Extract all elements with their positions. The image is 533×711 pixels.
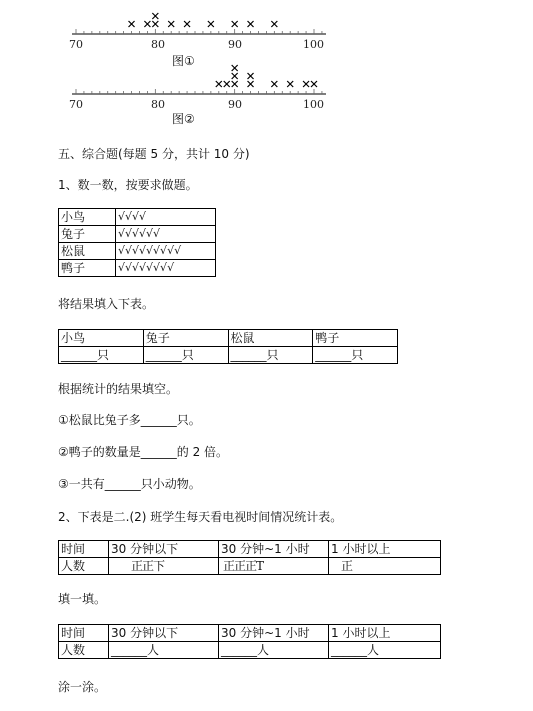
fig1-x-mark xyxy=(152,13,158,19)
result-header: 鸭子 xyxy=(313,330,398,347)
tv-tally-table xyxy=(58,540,441,575)
paint-label: 涂一涂。 xyxy=(58,680,107,694)
fill-instruction: 将结果填入下表。 xyxy=(58,297,155,311)
tv-fill-header: 30 分钟以下 xyxy=(109,625,219,642)
tv-header: 时间 xyxy=(59,541,109,558)
fig1-x-mark xyxy=(232,21,238,27)
blank-question-2: ②鸭子的数量是______的 2 倍。 xyxy=(58,445,229,459)
result-blank: ______只 xyxy=(228,347,313,364)
tv-fill-header: 1 小时以上 xyxy=(329,625,441,642)
fig2-x-mark xyxy=(248,81,254,87)
blank-question-3: ③一共有______只小动物。 xyxy=(58,477,201,491)
fig1-tick-100: 100 xyxy=(303,38,324,51)
fig1-x-mark xyxy=(152,21,158,27)
result-blank: ______只 xyxy=(59,347,144,364)
fig2-x-mark xyxy=(271,81,277,87)
fig2-x-mark xyxy=(248,73,254,79)
table-row xyxy=(59,625,441,642)
tally-animal: 松鼠 xyxy=(59,243,116,260)
result-header: 小鸟 xyxy=(59,330,144,347)
number-line-figures xyxy=(0,0,533,140)
tally-marks: √√√√√√ xyxy=(116,226,216,243)
tv-tally: 正正下 xyxy=(109,558,219,575)
result-header: 松鼠 xyxy=(228,330,313,347)
fig1-x-mark xyxy=(144,21,150,27)
fig2-x-mark xyxy=(287,81,293,87)
fig2-x-mark xyxy=(216,81,222,87)
tally-row xyxy=(59,209,216,226)
fig2-caption: 图② xyxy=(172,112,195,126)
table-row xyxy=(59,642,441,659)
tally-marks: √√√√ xyxy=(116,209,216,226)
tv-header: 30 分钟~1 小时 xyxy=(219,541,329,558)
tv-fill-header: 时间 xyxy=(59,625,109,642)
fig2-x-mark xyxy=(232,65,238,71)
fig2-x-mark xyxy=(224,81,230,87)
table-row xyxy=(59,558,441,575)
fig1-tick-80: 80 xyxy=(151,38,165,51)
tv-fill-blank: ______人 xyxy=(329,642,441,659)
fig1-x-mark xyxy=(184,21,190,27)
fig1-x-mark xyxy=(129,21,135,27)
tally-table xyxy=(58,208,216,277)
fig2-tick-90: 90 xyxy=(228,98,242,111)
fig2-x-mark xyxy=(232,81,238,87)
tv-row-label: 人数 xyxy=(59,558,109,575)
tally-animal: 兔子 xyxy=(59,226,116,243)
tally-marks: √√√√√√√√ xyxy=(116,260,216,277)
result-table xyxy=(58,329,398,364)
fig2-tick-80: 80 xyxy=(151,98,165,111)
fig1-tick-70: 70 xyxy=(69,38,83,51)
tally-animal: 鸭子 xyxy=(59,260,116,277)
tv-header: 30 分钟以下 xyxy=(109,541,219,558)
tv-fill-row-label: 人数 xyxy=(59,642,109,659)
tv-fill-table xyxy=(58,624,441,659)
section-title: 五、综合题(每题 5 分，共计 10 分) xyxy=(58,147,250,161)
table-row xyxy=(59,347,398,364)
result-blank: ______只 xyxy=(313,347,398,364)
tv-fill-blank: ______人 xyxy=(109,642,219,659)
fig2-x-mark xyxy=(232,73,238,79)
tally-row xyxy=(59,226,216,243)
fig2-tick-100: 100 xyxy=(303,98,324,111)
tally-row xyxy=(59,243,216,260)
tally-animal: 小鸟 xyxy=(59,209,116,226)
tv-header: 1 小时以上 xyxy=(329,541,441,558)
fig2-x-mark xyxy=(303,81,309,87)
fig1-x-mark xyxy=(248,21,254,27)
fig1-x-mark xyxy=(208,21,214,27)
tv-tally: 正 xyxy=(329,558,441,575)
fig1-caption: 图① xyxy=(172,54,195,68)
fill-label: 填一填。 xyxy=(58,592,107,606)
q2-title: 2、下表是二.(2) 班学生每天看电视时间情况统计表。 xyxy=(58,510,343,524)
blank-question-1: ①松鼠比兔子多______只。 xyxy=(58,413,201,427)
result-header: 兔子 xyxy=(143,330,228,347)
table-row xyxy=(59,541,441,558)
fig1-x-mark xyxy=(168,21,174,27)
result-blank: ______只 xyxy=(143,347,228,364)
table-row xyxy=(59,330,398,347)
blanks-instruction: 根据统计的结果填空。 xyxy=(58,382,179,396)
tally-marks: √√√√√√√√√ xyxy=(116,243,216,260)
fig1-tick-90: 90 xyxy=(228,38,242,51)
tally-row xyxy=(59,260,216,277)
q1-title: 1、数一数，按要求做题。 xyxy=(58,178,198,192)
tv-fill-header: 30 分钟~1 小时 xyxy=(219,625,329,642)
fig1-x-mark xyxy=(271,21,277,27)
tv-tally: 正正正T xyxy=(219,558,329,575)
fig2-tick-70: 70 xyxy=(69,98,83,111)
tv-fill-blank: ______人 xyxy=(219,642,329,659)
fig2-x-mark xyxy=(311,81,317,87)
